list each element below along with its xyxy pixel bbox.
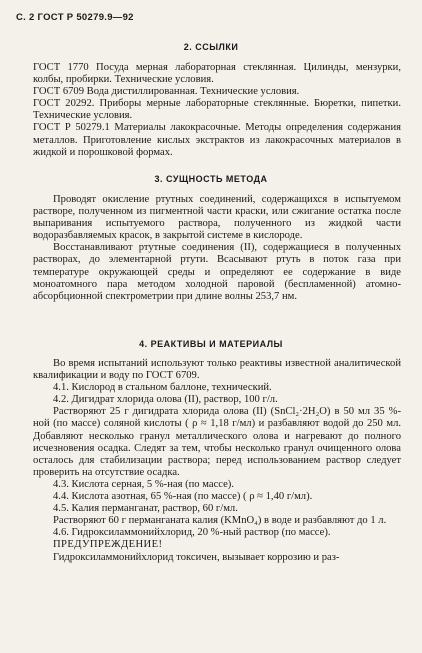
section-4-body xyxy=(33,358,401,564)
section-2-title: 2. ССЫЛКИ xyxy=(183,42,239,52)
page-header: С. 2 ГОСТ Р 50279.9—92 xyxy=(16,12,134,23)
reagent-4-5: 4.5. Калия перманганат, раствор, 60 г/мл. xyxy=(53,503,238,515)
warning-label: ПРЕДУПРЕЖДЕНИЕ! xyxy=(53,539,163,551)
reagent-4-2-prep: Растворяют 25 г дигидрата хлорида олова (II) (SnCl₂·2H₂O) в 50 мл 35 %-ной (по массе) соляной кислоты ( ρ ≈ 1,18 г/мл) и разбавляют водой до 250 мл. Добавляют несколько гранул металлического олова и нагревают до полного исчезновения осадка. Следят за тем, чтобы несколько гранул очищенного олова осталось для стабилизации раствора; перед использованием раствор следует проверить на отсутствие осадка. xyxy=(33,406,401,478)
ref-gost-1770: ГОСТ 1770 Посуда мерная лабораторная стеклянная. Цилинды, мензурки, колбы, пробирки. Технические условия. xyxy=(33,62,401,86)
reagent-4-6: 4.6. Гидроксиламмонийхлорид, 20 %-ный раствор (по массе). xyxy=(53,527,331,539)
section-4-title: 4. РЕАКТИВЫ И МАТЕРИАЛЫ xyxy=(139,339,283,349)
ref-gost-6709: ГОСТ 6709 Вода дистиллированная. Технические условия. xyxy=(33,86,300,98)
ref-gost-50279-1: ГОСТ Р 50279.1 Материалы лакокрасочные. Методы определения содержания металлов. Приготовление кислых экстрактов из лакокрасочных материалов в жидкой и порошковой формах. xyxy=(33,122,401,158)
section-2-body xyxy=(33,62,401,159)
ref-gost-20292: ГОСТ 20292. Приборы мерные лабораторные стеклянные. Бюретки, пипетки. Технические условия. xyxy=(33,98,401,122)
reagent-4-3: 4.3. Кислота серная, 5 %-ная (по массе). xyxy=(53,478,234,490)
reagents-intro: Во время испытаний используют только реактивы известной аналитической квалификации и воду по ГОСТ 6709. xyxy=(33,358,401,382)
section-3-body xyxy=(33,194,401,303)
method-paragraph-1: Проводят окисление ртутных соединений, содержащихся в испытуемом растворе, полученном из пигментной части краски, или сжигание остатка после выпаривания испытуемого раствора, полученного из жидкой части водоразбавляемых красок, в закрытой системе в кислороде. xyxy=(33,194,401,242)
reagent-4-4: 4.4. Кислота азотная, 65 %-ная (по массе) ( ρ ≈ 1,40 г/мл). xyxy=(53,491,313,503)
warning-text: Гидроксиламмонийхлорид токсичен, вызывает коррозию и раз- xyxy=(53,551,340,563)
reagent-4-1: 4.1. Кислород в стальном баллоне, технический. xyxy=(53,382,272,394)
reagent-4-5-prep: Растворяют 60 г перманганата калия (KMnO₄) в воде и разбавляют до 1 л. xyxy=(53,515,387,527)
reagent-4-2: 4.2. Дигидрат хлорида олова (II), раствор, 100 г/л. xyxy=(53,394,278,406)
method-paragraph-2: Восстанавливают ртутные соединения (II), содержащиеся в полученных растворах, до элементарной ртути. Всасывают ртуть в поток газа при температуре окружающей среды и определяют ее содержание в виде моноатомного пара методом холодной паровой (беспламенной) атомно-абсорбционной спектрометрии при длине волны 253,7 нм. xyxy=(33,242,401,302)
section-3-title: 3. СУЩНОСТЬ МЕТОДА xyxy=(154,174,268,184)
